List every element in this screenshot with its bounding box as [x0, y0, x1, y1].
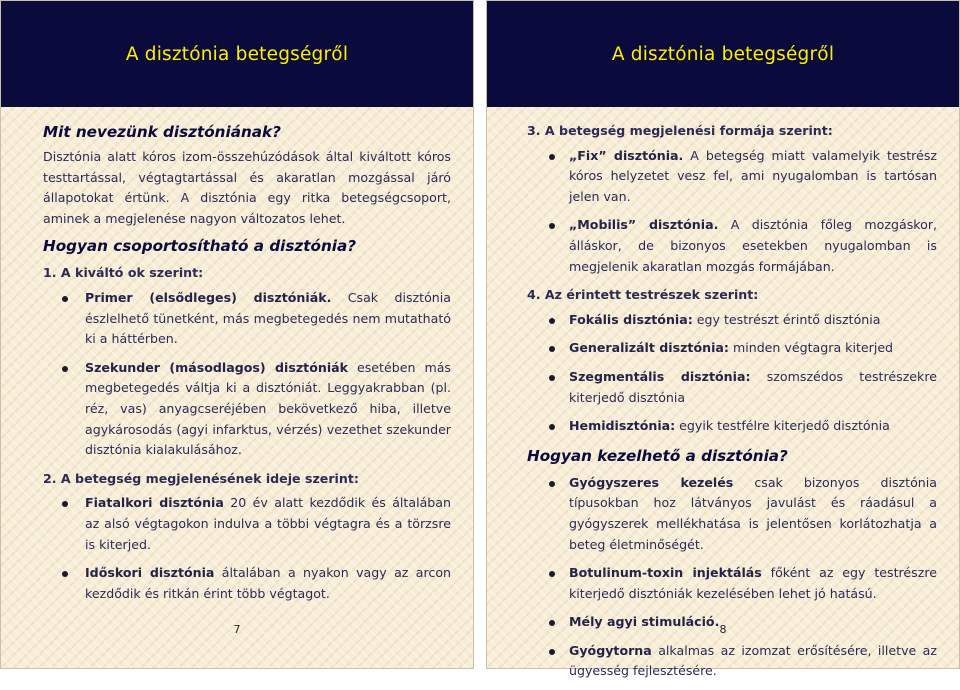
list-item-text: esetében más megbetegedés váltja ki a disztóniát. Leggyakrabban (pl. réz, vas) anyagcseréjében bekövetkező hiba, illetve agykárosodás (agyi infarktus, vérzés) vezethet szekunder disztónia kialakulásához. [85, 359, 451, 458]
section-2-list [43, 493, 451, 604]
list-item [527, 416, 937, 437]
section-1-list [43, 288, 451, 461]
list-item [527, 473, 937, 555]
list-item-bold: Gyógyszeres kezelés [569, 474, 734, 490]
left-header [1, 1, 473, 107]
right-header-title: A disztónia betegségről [611, 43, 835, 65]
list-item-text: alkalmas az izomzat erősítésére, illetve az ügyesség fejlesztésére. [569, 642, 937, 679]
list-item [527, 310, 937, 331]
list-item [527, 338, 937, 359]
list-item [527, 367, 937, 408]
list-item-bold: „Fix” disztónia. [569, 147, 684, 163]
list-item-bold: „Mobilis” disztónia. [569, 217, 719, 233]
section-3-title: 3. A betegség megjelenési formája szerint: [527, 123, 833, 138]
list-item-bold: Szegmentális disztónia: [569, 368, 751, 384]
list-item [527, 215, 937, 277]
list-item-bold: Primer (elsődleges) disztóniák. [85, 289, 332, 305]
list-item-text: egy testrészt érintő disztónia [692, 311, 881, 327]
left-content [43, 121, 451, 612]
list-item-text: Csak disztónia észlelhető tünetként, más megbetegedés nem mutatható ki a háttérben. [85, 289, 451, 347]
list-item-bold: Mély agyi stimuláció. [569, 614, 720, 630]
intro-paragraph: Disztónia alatt kóros izom-összehúzódások által kiváltott kóros testtartással, végtagtartással és akaratlan mozgással járó állapotokat értünk. A disztónia egy ritka betegségcsoport, aminek a megjelenése nagyon változatos lehet. [43, 149, 451, 226]
list-item-bold: Fiatalkori disztónia [85, 495, 224, 511]
right-page [486, 0, 960, 679]
list-item-bold: Botulinum-toxin injektálás [569, 565, 762, 581]
treatment-list [527, 473, 937, 682]
page-number: 7 [233, 623, 241, 636]
list-item [527, 563, 937, 604]
list-item [43, 493, 451, 555]
list-item-bold: Gyógytorna [569, 642, 652, 658]
heading-classification: Hogyan csoportosítható a disztónia? [43, 237, 357, 256]
page-number: 8 [719, 623, 727, 636]
list-item-text: A disztónia főleg mozgáskor, álláskor, de bizonyos esetekben nyugalomban is megjelenik akaratlan mozgás formájában. [569, 217, 937, 274]
list-item-text: 20 év alatt kezdődik és általában az alsó végtagokon indulva a többi végtagra és a törzsre is kiterjed. [85, 495, 451, 552]
right-header [487, 1, 959, 107]
list-item-text: csak bizonyos disztónia típusokban hoz látványos javulást és ráadásul a gyógyszerek mellékhatása is jelentősen korlátozhatja a beteg életminőségét. [569, 474, 937, 552]
list-item-bold: Fokális disztónia: [569, 311, 693, 327]
list-item-text: általában a nyakon vagy az arcon kezdődik és ritkán érint több végtagot. [85, 565, 452, 601]
section-3-list [527, 146, 937, 278]
list-item-text: főként az egy testrészre kiterjedő disztóniák kezelésében lehet jó hatású. [569, 565, 937, 601]
section-4-list [527, 310, 937, 437]
section-4-title: 4. Az érintett testrészek szerint: [527, 287, 759, 303]
list-item-text: minden végtagra kiterjed [728, 340, 894, 356]
list-item-text: A betegség miatt valamelyik testrész kóros helyzetet vesz fel, ami nyugalomban is tartósan jelen van. [569, 147, 937, 204]
list-item-text: egyik testfélre kiterjedő disztónia [675, 418, 890, 434]
heading-what-is-dystonia: Mit nevezünk disztóniának? [43, 123, 281, 141]
list-item-bold: Szekunder (másodlagos) disztóniák [85, 359, 349, 375]
left-header-title: A disztónia betegségről [125, 43, 349, 65]
section-2-title: 2. A betegség megjelenésének ideje szerint: [43, 470, 359, 486]
left-page [0, 0, 474, 669]
heading-treatment: Hogyan kezelhető a disztónia? [527, 446, 788, 465]
list-item [527, 146, 937, 208]
section-1-title: 1. A kiváltó ok szerint: [43, 265, 204, 281]
list-item-bold: Generalizált disztónia: [569, 340, 729, 356]
list-item [43, 563, 451, 604]
right-content [527, 121, 937, 690]
list-item [527, 641, 937, 682]
list-item-bold: Időskori disztónia [85, 565, 215, 581]
list-item-text: szomszédos testrészekre kiterjedő disztónia [569, 368, 937, 405]
list-item [43, 288, 451, 350]
list-item-bold: Hemidisztónia: [569, 418, 676, 434]
list-item [43, 358, 451, 461]
